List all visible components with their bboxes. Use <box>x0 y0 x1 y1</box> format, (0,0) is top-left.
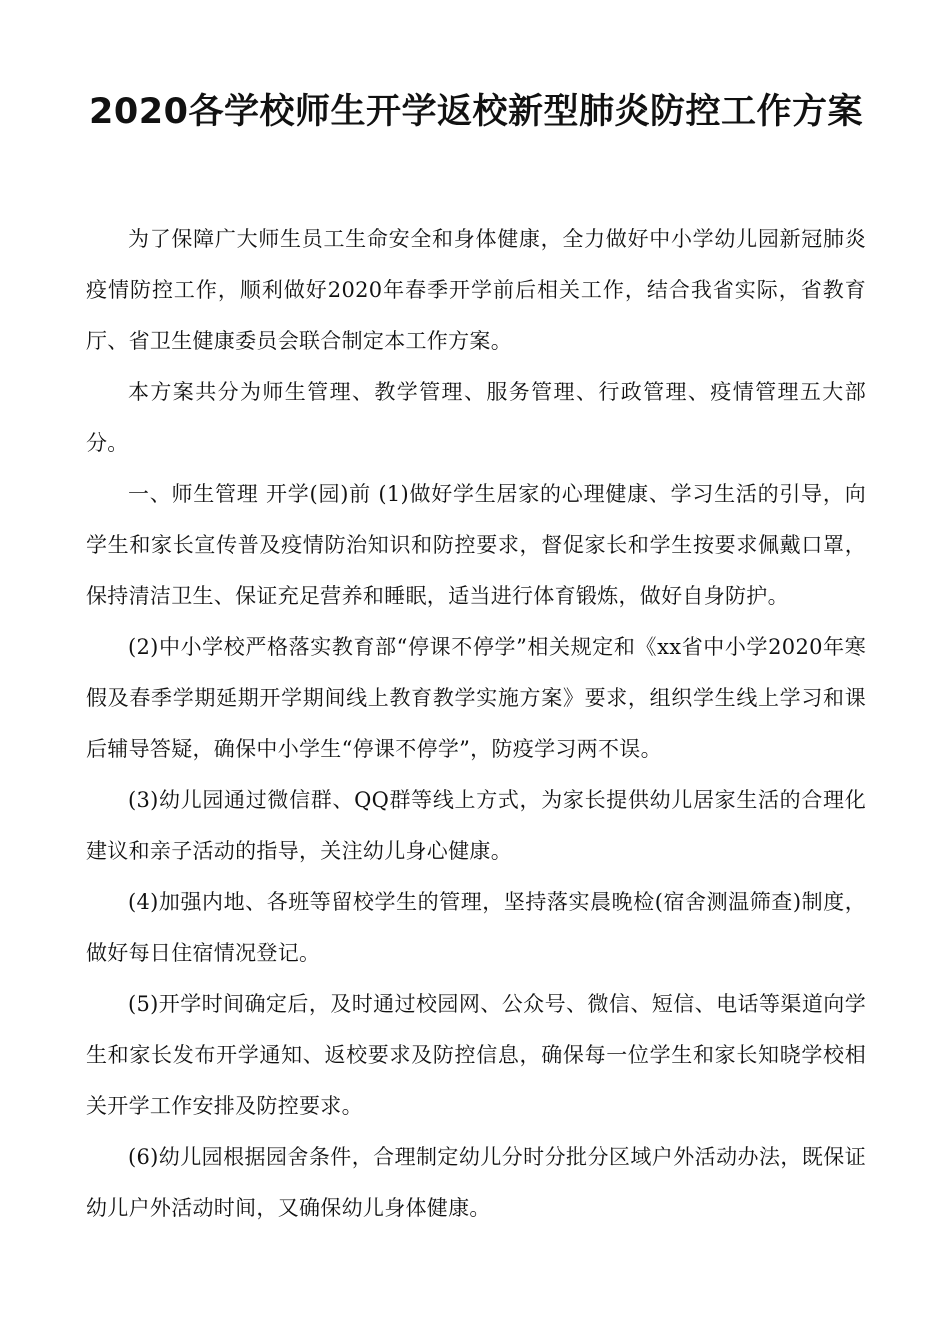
document-title: 2020各学校师生开学返校新型肺炎防控工作方案 <box>89 92 863 132</box>
paragraph-item-3: (3)幼儿园通过微信群、QQ群等线上方式，为家长提供幼儿居家生活的合理化建议和亲子活动的指导，关注幼儿身心健康。 <box>86 788 866 863</box>
paragraph-item-1: 一、师生管理 开学(园)前 (1)做好学生居家的心理健康、学习生活的引导，向学生和家长宣传普及疫情防治知识和防控要求，督促家长和学生按要求佩戴口罩，保持清洁卫生、保证充足营养和睡眠，适当进行体育锻炼，做好自身防护。 <box>86 482 866 608</box>
paragraph-structure: 本方案共分为师生管理、教学管理、服务管理、行政管理、疫情管理五大部分。 <box>86 380 866 455</box>
paragraph-item-4: (4)加强内地、各班等留校学生的管理，坚持落实晨晚检(宿舍测温筛查)制度，做好每日住宿情况登记。 <box>86 890 866 965</box>
paragraph-item-6: (6)幼儿园根据园舍条件，合理制定幼儿分时分批分区域户外活动办法，既保证幼儿户外活动时间，又确保幼儿身体健康。 <box>86 1145 866 1220</box>
document-body <box>86 214 866 1234</box>
paragraph-item-2: (2)中小学校严格落实教育部“停课不停学”相关规定和《xx省中小学2020年寒假及春季学期延期开学期间线上教育教学实施方案》要求，组织学生线上学习和课后辅导答疑，确保中小学生“停课不停学”，防疫学习两不误。 <box>86 635 866 761</box>
paragraph-item-5: (5)开学时间确定后，及时通过校园网、公众号、微信、短信、电话等渠道向学生和家长发布开学通知、返校要求及防控信息，确保每一位学生和家长知晓学校相关开学工作安排及防控要求。 <box>86 992 866 1118</box>
paragraph-intro: 为了保障广大师生员工生命安全和身体健康，全力做好中小学幼儿园新冠肺炎疫情防控工作，顺利做好2020年春季开学前后相关工作，结合我省实际，省教育厅、省卫生健康委员会联合制定本工作方案。 <box>86 227 866 353</box>
